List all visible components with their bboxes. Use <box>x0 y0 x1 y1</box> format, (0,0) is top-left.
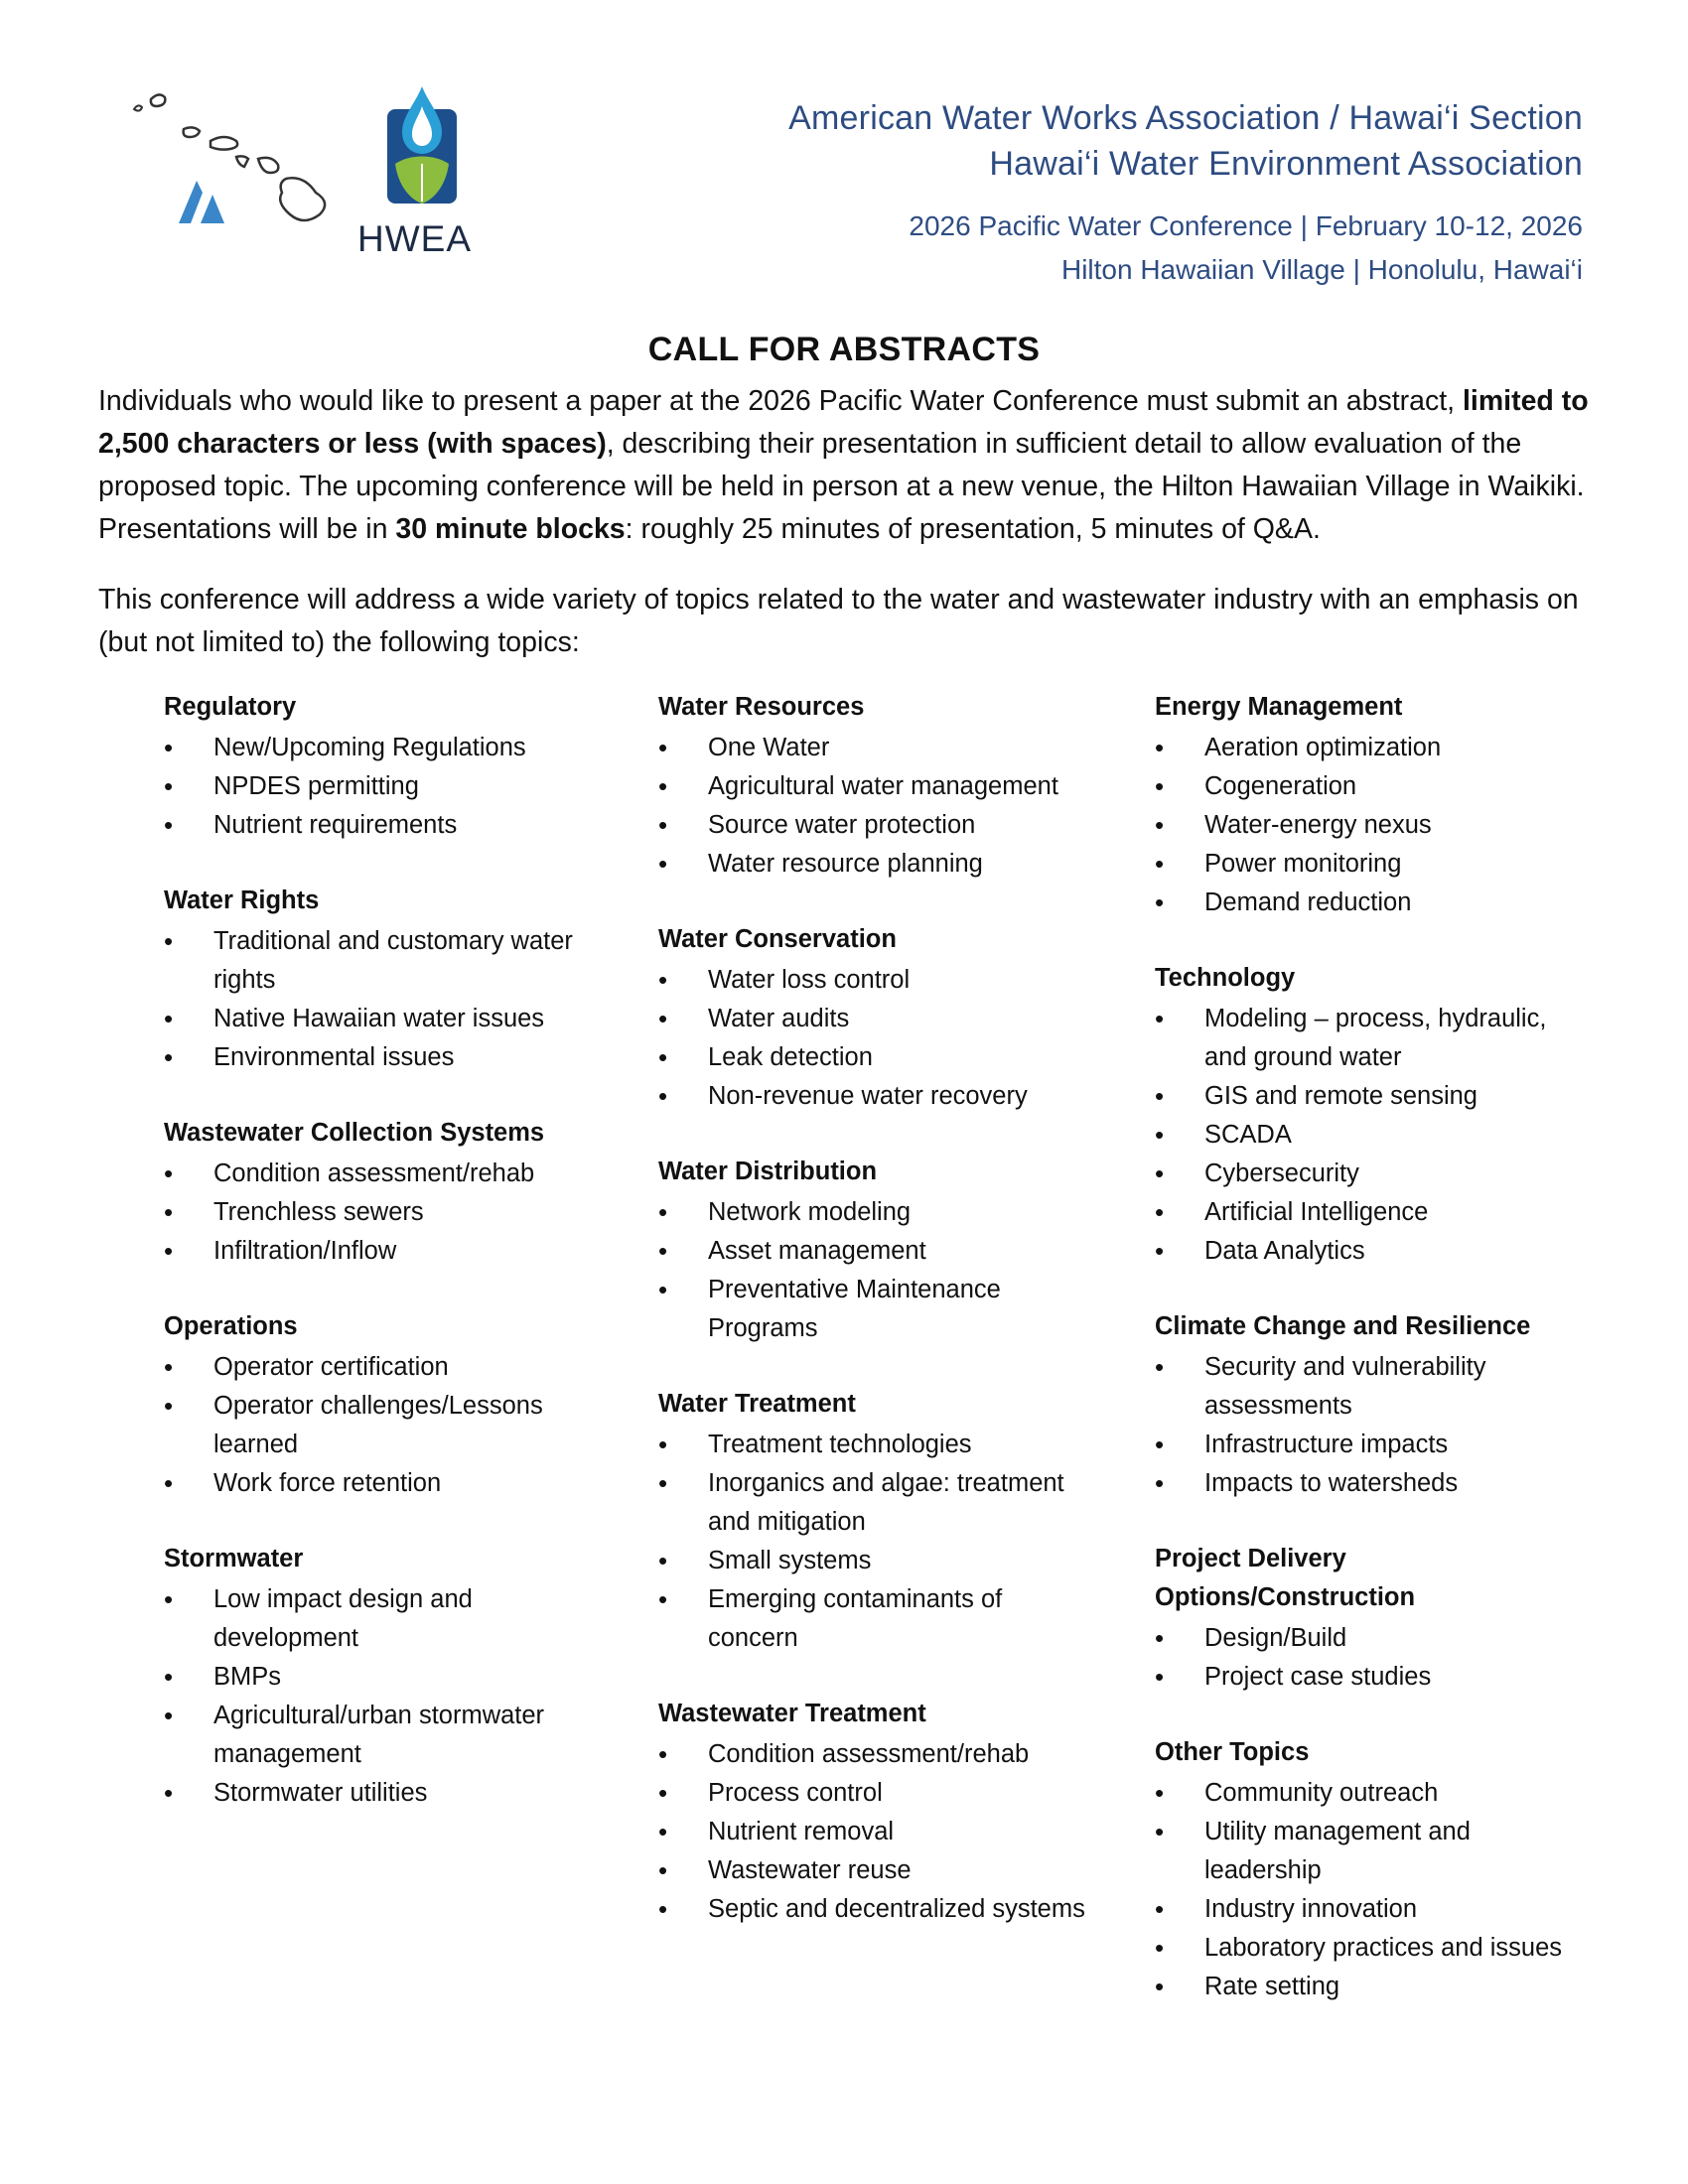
topic-item: • Process control <box>658 1774 1095 1813</box>
topic-section <box>1155 1307 1592 1503</box>
topic-item: • Work force retention <box>164 1464 601 1503</box>
topic-heading: Water Resources <box>658 693 865 721</box>
topic-item: • Infiltration/Inflow <box>164 1232 601 1271</box>
topic-item: • Nutrient removal <box>658 1813 1095 1851</box>
topic-item: • Operator certification <box>164 1348 601 1387</box>
topic-heading: Other Topics <box>1155 1738 1310 1766</box>
topic-heading: Operations <box>164 1312 298 1340</box>
topic-item: • NPDES permitting <box>164 767 601 806</box>
topic-item: • Water loss control <box>658 961 1095 1000</box>
topic-item: • Emerging contaminants of concern <box>658 1580 1095 1658</box>
topic-item: • Trenchless sewers <box>164 1193 601 1232</box>
org-line-1: American Water Works Association / Hawai‘i Section <box>788 99 1583 137</box>
topic-section <box>1155 688 1592 922</box>
topic-item: • Wastewater reuse <box>658 1851 1095 1890</box>
topic-list <box>164 1580 601 1813</box>
topic-item: • Network modeling <box>658 1193 1095 1232</box>
topic-item: • Source water protection <box>658 806 1095 845</box>
topic-item: • GIS and remote sensing <box>1155 1077 1592 1116</box>
topic-heading: Technology <box>1155 964 1296 992</box>
topic-item: • Non-revenue water recovery <box>658 1077 1095 1116</box>
topic-item: • Condition assessment/rehab <box>658 1735 1095 1774</box>
topic-list <box>1155 729 1592 922</box>
topic-heading: Water Conservation <box>658 925 897 953</box>
topic-item: • Agricultural water management <box>658 767 1095 806</box>
topic-item: • SCADA <box>1155 1116 1592 1155</box>
topic-section <box>164 688 601 845</box>
topic-item: • New/Upcoming Regulations <box>164 729 601 767</box>
event-venue: Hilton Hawaiian Village | Honolulu, Hawai‘i <box>1060 254 1583 285</box>
topic-item: • Traditional and customary water rights <box>164 922 601 1000</box>
topic-item: • Cogeneration <box>1155 767 1592 806</box>
header-info <box>788 95 1583 292</box>
intro-paragraph-2: This conference will address a wide variety of topics related to the water and wastewater industry with an emphasis on (but not limited to) the following topics: <box>98 584 1579 658</box>
topic-list <box>164 1348 601 1503</box>
topic-item: • Stormwater utilities <box>164 1774 601 1813</box>
topic-heading: Wastewater Collection Systems <box>164 1119 545 1147</box>
topic-list <box>1155 1619 1592 1697</box>
topic-item: • One Water <box>658 729 1095 767</box>
topic-item: • Infrastructure impacts <box>1155 1426 1592 1464</box>
topic-section <box>658 688 1095 884</box>
topic-item: • Laboratory practices and issues <box>1155 1929 1592 1968</box>
topic-heading: Regulatory <box>164 693 297 721</box>
topic-item: • Nutrient requirements <box>164 806 601 845</box>
topic-item: • Water audits <box>658 1000 1095 1038</box>
topic-item: • Condition assessment/rehab <box>164 1155 601 1193</box>
topic-item: • Water resource planning <box>658 845 1095 884</box>
topic-item: • Utility management and leadership <box>1155 1813 1592 1890</box>
hwea-logo-text: HWEA <box>357 218 472 259</box>
topics-column-1 <box>164 688 601 1849</box>
topic-list <box>658 1735 1095 1929</box>
topic-item: • Operator challenges/Lessons learned <box>164 1387 601 1464</box>
topic-item: • Cybersecurity <box>1155 1155 1592 1193</box>
topic-list <box>658 1426 1095 1658</box>
topic-item: • Security and vulnerability assessments <box>1155 1348 1592 1426</box>
topic-item: • Agricultural/urban stormwater management <box>164 1697 601 1774</box>
topic-item: • Preventative Maintenance Programs <box>658 1271 1095 1348</box>
topic-heading: Stormwater <box>164 1545 304 1572</box>
topic-list <box>1155 1774 1592 2006</box>
topic-list <box>658 1193 1095 1348</box>
topic-item: • Inorganics and algae: treatment and mitigation <box>658 1464 1095 1542</box>
awwa-hawaii-logo <box>129 89 348 238</box>
topic-item: • Treatment technologies <box>658 1426 1095 1464</box>
topic-heading: Water Treatment <box>658 1390 856 1418</box>
topic-heading: Water Rights <box>164 887 320 914</box>
topic-heading: Climate Change and Resilience <box>1155 1312 1531 1340</box>
page-title: CALL FOR ABSTRACTS <box>647 331 1041 368</box>
topic-item: • Data Analytics <box>1155 1232 1592 1271</box>
topic-section <box>658 1153 1095 1348</box>
topic-section <box>658 1385 1095 1658</box>
topic-item: • Impacts to watersheds <box>1155 1464 1592 1503</box>
topic-item: • Environmental issues <box>164 1038 601 1077</box>
logos <box>129 84 487 273</box>
topic-list <box>1155 1000 1592 1271</box>
topic-list <box>658 729 1095 884</box>
topic-section <box>658 920 1095 1116</box>
event-dates: 2026 Pacific Water Conference | February 10-12, 2026 <box>909 210 1583 241</box>
topic-section <box>164 882 601 1077</box>
topic-item: • Low impact design and development <box>164 1580 601 1658</box>
topic-item: • Native Hawaiian water issues <box>164 1000 601 1038</box>
topic-item: • Artificial Intelligence <box>1155 1193 1592 1232</box>
topic-item: • BMPs <box>164 1658 601 1697</box>
topic-item: • Modeling – process, hydraulic, and ground water <box>1155 1000 1592 1077</box>
topic-item: • Design/Build <box>1155 1619 1592 1658</box>
topic-section <box>1155 1733 1592 2006</box>
topics-column-3 <box>1155 688 1592 2043</box>
topic-item: • Septic and decentralized systems <box>658 1890 1095 1929</box>
topic-section <box>658 1695 1095 1929</box>
topic-item: • Demand reduction <box>1155 884 1592 922</box>
topic-item: • Industry innovation <box>1155 1890 1592 1929</box>
topic-list <box>164 922 601 1077</box>
topic-section <box>1155 959 1592 1271</box>
topic-item: • Asset management <box>658 1232 1095 1271</box>
intro-paragraph-1: Individuals who would like to present a paper at the 2026 Pacific Water Conference must submit an abstract, limited to 2,500 characters or less (with spaces), describing their presentation in sufficient detail to allow evaluation of the proposed topic. The upcoming conference will be held in person at a new venue, the Hilton Hawaiian Village in Waikiki. Presentations will be in 30 minute blocks: roughly 25 minutes of presentation, 5 minutes of Q&A. <box>98 385 1589 545</box>
topic-heading: Water Distribution <box>658 1158 878 1185</box>
topic-item: • Project case studies <box>1155 1658 1592 1697</box>
topic-section <box>164 1114 601 1271</box>
topic-section <box>1155 1540 1592 1697</box>
intro-text <box>98 380 1598 664</box>
topic-section <box>164 1540 601 1813</box>
topic-list <box>164 1155 601 1271</box>
topic-list <box>658 961 1095 1116</box>
topic-item: • Aeration optimization <box>1155 729 1592 767</box>
topic-item: • Community outreach <box>1155 1774 1592 1813</box>
topic-item: • Water-energy nexus <box>1155 806 1592 845</box>
topic-list <box>1155 1348 1592 1503</box>
topic-list <box>164 729 601 845</box>
topic-heading: Energy Management <box>1155 693 1403 721</box>
org-line-2: Hawai‘i Water Environment Association <box>989 145 1583 183</box>
topic-item: • Power monitoring <box>1155 845 1592 884</box>
topics-column-2 <box>658 688 1095 1966</box>
topic-section <box>164 1307 601 1503</box>
topic-item: • Rate setting <box>1155 1968 1592 2006</box>
topic-item: • Small systems <box>658 1542 1095 1580</box>
topic-heading: Wastewater Treatment <box>658 1700 926 1727</box>
topic-heading: Project Delivery Options/Construction <box>1155 1545 1416 1611</box>
topic-item: • Leak detection <box>658 1038 1095 1077</box>
